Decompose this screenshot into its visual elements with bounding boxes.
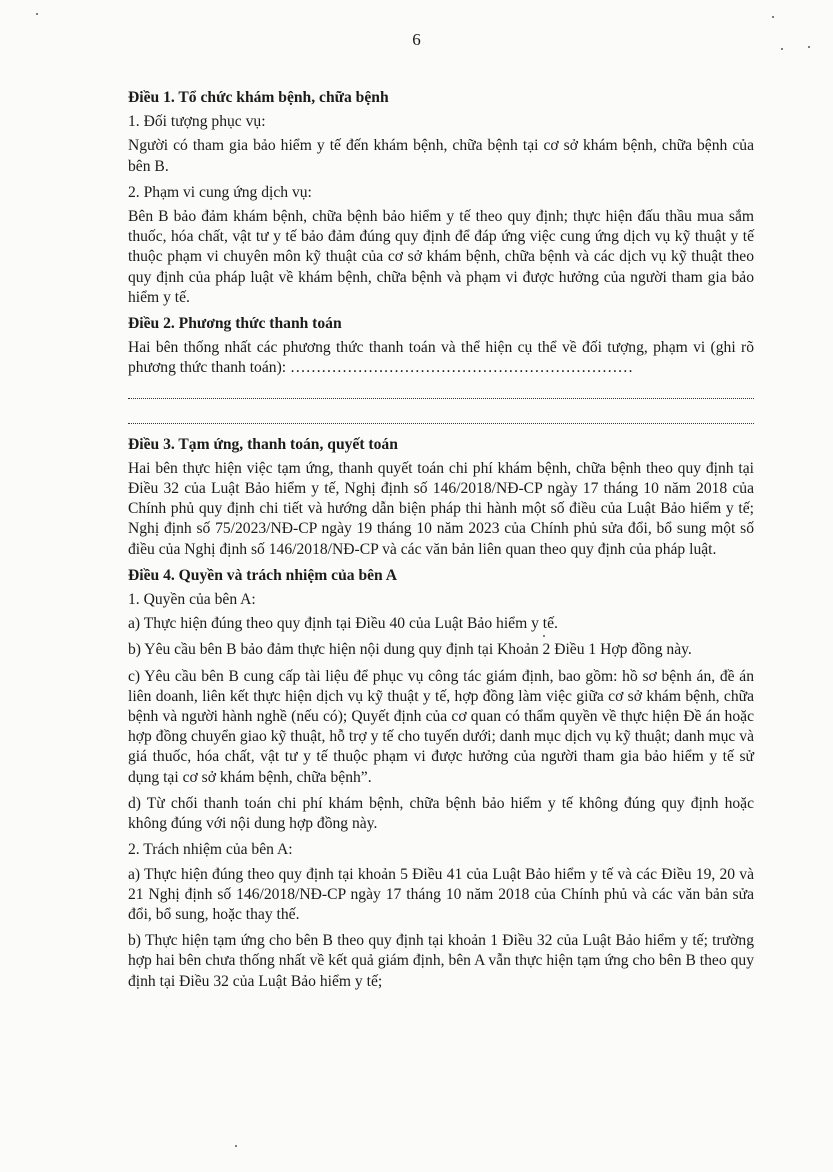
scan-speck (235, 1145, 237, 1147)
scan-speck (772, 16, 774, 18)
article-2-text: Hai bên thống nhất các phương thức thanh toán và thể hiện cụ thể về đối tượng, phạm vi (ghi rõ phương thức thanh toán): ………………………………………………………… (128, 339, 754, 377)
article-1-item-1-text: Người có tham gia bảo hiểm y tế đến khám bệnh, chữa bệnh tại cơ sở khám bệnh, chữa bệnh của bên B. (128, 137, 754, 175)
article-3-heading: Điều 3. Tạm ứng, thanh toán, quyết toán (128, 435, 398, 453)
article-2-heading: Điều 2. Phương thức thanh toán (128, 315, 342, 333)
article-4-duties-a: a) Thực hiện đúng theo quy định tại khoản 5 Điều 41 của Luật Bảo hiểm y tế và các Điều 19, 20 và 21 Nghị định số 146/2018/NĐ-CP ngày 17 tháng 10 năm 2018 của Chính phủ và các văn bản sửa đổi, bổ sung, hoặc thay thế. (128, 865, 754, 923)
page-number: 6 (412, 30, 421, 49)
article-4-rights-c: c) Yêu cầu bên B cung cấp tài liệu để phục vụ công tác giám định, bao gồm: hồ sơ bệnh án, đề án liên doanh, liên kết thực hiện dịch vụ kỹ thuật y tế, hợp đồng làm việc giữa cơ sở khám bệnh, chữa bệnh và người hành nghề (nếu có); Quyết định của cơ quan có thẩm quyền về thực hiện Đề án hoặc hợp đồng chuyển giao kỹ thuật, hỗ trợ y tế cho tuyến dưới; danh mục dịch vụ kỹ thuật; danh mục và giá thuốc, hóa chất, vật tư y tế thuộc phạm vi được hưởng của người tham gia bảo hiểm y tế sử dụng tại cơ sở khám bệnh, chữa bệnh”. (128, 667, 754, 786)
article-4-heading: Điều 4. Quyền và trách nhiệm của bên A (128, 566, 398, 584)
scan-speck (781, 48, 783, 50)
dotted-fill-line (128, 410, 754, 424)
dotted-fill-line (128, 385, 754, 399)
document-body (128, 88, 754, 998)
article-4-duties-label: 2. Trách nhiệm của bên A: (128, 841, 293, 859)
article-4-rights-d: d) Từ chối thanh toán chi phí khám bệnh, chữa bệnh bảo hiểm y tế không đúng quy định hoặc không đúng với nội dung hợp đồng này. (128, 794, 754, 833)
article-1-item-2-text: Bên B bảo đảm khám bệnh, chữa bệnh bảo hiểm y tế theo quy định; thực hiện đấu thầu mua sắm thuốc, hóa chất, vật tư y tế bảo đảm đúng quy định để đáp ứng việc cung ứng dịch vụ kỹ thuật y tế thuộc phạm vi chuyên môn kỹ thuật của cơ sở khám bệnh, chữa bệnh và các dịch vụ kỹ thuật theo quy định của pháp luật về khám bệnh, chữa bệnh và phạm vi được hưởng của người tham gia bảo hiểm y tế. (128, 208, 754, 306)
article-4-duties-b: b) Thực hiện tạm ứng cho bên B theo quy định tại khoản 1 Điều 32 của Luật Bảo hiểm y tế; trường hợp hai bên chưa thống nhất về kết quả giám định, bên A vẫn thực hiện tạm ứng cho bên B theo quy định tại Điều 32 của Luật Bảo hiểm y tế; (128, 932, 754, 990)
article-1-heading: Điều 1. Tổ chức khám bệnh, chữa bệnh (128, 89, 389, 106)
article-3-text: Hai bên thực hiện việc tạm ứng, thanh quyết toán chi phí khám bệnh, chữa bệnh theo quy định tại Điều 32 của Luật Bảo hiểm y tế, Nghị định số 146/2018/NĐ-CP ngày 17 tháng 10 năm 2018 của Chính phủ quy định chi tiết và hướng dẫn biện pháp thi hành một số điều của Luật Bảo hiểm y tế; Nghị định số 75/2023/NĐ-CP ngày 19 tháng 10 năm 2023 của Chính phủ sửa đổi, bổ sung một số điều của Nghị định số 146/2018/NĐ-CP và các văn bản liên quan theo quy định của pháp luật. (128, 459, 754, 558)
article-4-rights-label: 1. Quyền của bên A: (128, 591, 256, 609)
article-1-item-1-label: 1. Đối tượng phục vụ: (128, 113, 266, 131)
scan-speck (808, 46, 810, 48)
article-4-rights-a: a) Thực hiện đúng theo quy định tại Điều 40 của Luật Bảo hiểm y tế. (128, 615, 558, 633)
article-4-rights-b: b) Yêu cầu bên B bảo đảm thực hiện nội dung quy định tại Khoản 2 Điều 1 Hợp đồng này. (128, 641, 692, 659)
scan-speck (36, 13, 38, 15)
scan-speck (543, 635, 545, 637)
article-1-item-2-label: 2. Phạm vi cung ứng dịch vụ: (128, 183, 312, 201)
